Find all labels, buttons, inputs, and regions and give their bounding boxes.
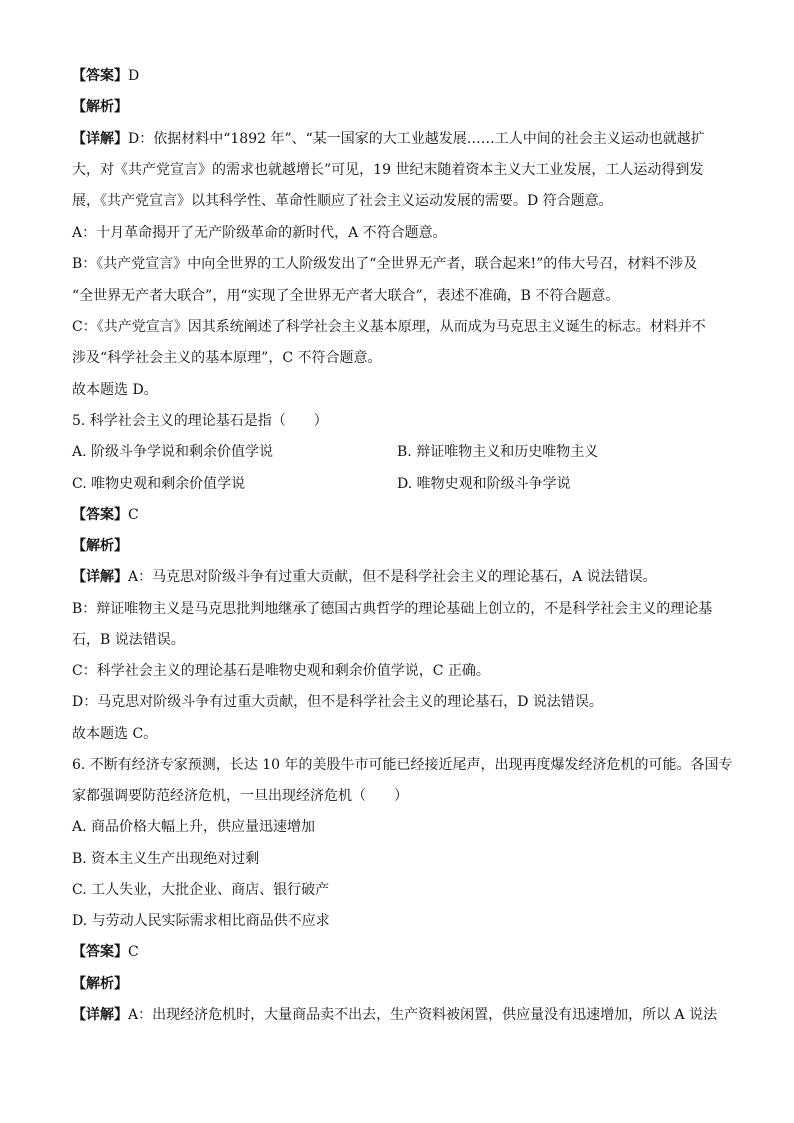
text-line: B：《共产党宣言》中向全世界的工人阶级发出了“全世界无产者，联合起来!”的伟大号召，材料不涉及: [72, 256, 698, 272]
text-line: D：马克思对阶级斗争有过重大贡献，但不是科学社会主义的理论基石，D 说法错误。: [72, 694, 603, 710]
text-line: A：马克思对阶级斗争有过重大贡献，但不是科学社会主义的理论基石，A 说法错误。: [128, 569, 657, 585]
analysis-tag: 【解析】: [72, 99, 128, 115]
detail-tag: 【详解】: [72, 569, 128, 585]
detail-tag: 【详解】: [72, 131, 128, 147]
text-line: “全世界无产者大联合”，用“实现了全世界无产者大联合”，表述不准确，B 不符合题意。: [72, 288, 620, 304]
q6-option-c: C. 工人失业，大批企业、商店、银行破产: [72, 882, 330, 898]
detail-line: [72, 567, 732, 587]
text-line: 涉及“科学社会主义的基本原理”，C 不符合题意。: [72, 350, 382, 366]
answer-line: [72, 942, 732, 962]
q5-option-a: A. 阶级斗争学说和剩余价值学说: [72, 444, 274, 460]
answer-value: D: [128, 68, 140, 84]
analysis-heading: [72, 536, 732, 556]
text-line: C：《共产党宣言》因其系统阐述了科学社会主义基本原理，从而成为马克思主义诞生的标志。材料并不: [72, 319, 706, 335]
q5-option-c: C. 唯物史观和剩余价值学说: [72, 476, 246, 492]
answer-tag: 【答案】: [72, 944, 128, 960]
text-line: A：出现经济危机时，大量商品卖不出去，生产资料被闲置，供应量没有迅速增加，所以 A 说法: [128, 1007, 718, 1023]
detail-line: [72, 129, 732, 149]
analysis-tag: 【解析】: [72, 976, 128, 992]
text-line: B：辩证唯物主义是马克思批判地继承了德国古典哲学的理论基础上创立的，不是科学社会主义的理论基: [72, 601, 713, 617]
text-line: 石，B 说法错误。: [72, 632, 185, 648]
q6-option-a: A. 商品价格大幅上升，供应量迅速增加: [72, 819, 316, 835]
answer-value: C: [128, 944, 139, 960]
conclusion-line: 故本题选 D。: [72, 382, 158, 398]
analysis-tag: 【解析】: [72, 538, 128, 554]
question-6-stem: 6. 不断有经济专家预测，长达 10 年的美股牛市可能已经接近尾声，出现再度爆发经济危机的可能。各国专: [72, 757, 733, 773]
conclusion-line: 故本题选 C。: [72, 726, 158, 742]
question-6-stem: 家都强调要防范经济危机，一旦出现经济危机（ ）: [72, 788, 408, 804]
detail-line: [72, 1005, 732, 1025]
text-line: 展，《共产党宣言》以其科学性、革命性顺应了社会主义运动发展的需要。D 符合题意。: [72, 193, 613, 209]
analysis-heading: [72, 974, 732, 994]
question-5-stem: 5. 科学社会主义的理论基石是指（ ）: [72, 413, 328, 429]
text-line: C：科学社会主义的理论基石是唯物史观和剩余价值学说，C 正确。: [72, 663, 490, 679]
answer-value: C: [128, 507, 139, 523]
answer-tag: 【答案】: [72, 507, 128, 523]
q5-option-d: D. 唯物史观和阶级斗争学说: [397, 476, 571, 492]
analysis-heading: [72, 97, 732, 117]
q6-option-b: B. 资本主义生产出现绝对过剩: [72, 851, 260, 867]
text-line: 大，对《共产党宣言》的需求也就越增长”可见，19 世纪末随着资本主义大工业发展，工人运动得到发: [72, 162, 704, 178]
text-line: A：十月革命揭开了无产阶级革命的新时代，A 不符合题意。: [72, 225, 447, 241]
text-line: D：依据材料中“1892 年”、“某一国家的大工业越发展……工人中间的社会主义运动也就越扩: [128, 131, 705, 147]
q6-option-d: D. 与劳动人民实际需求相比商品供不应求: [72, 913, 330, 929]
answer-tag: 【答案】: [72, 68, 128, 84]
detail-tag: 【详解】: [72, 1007, 128, 1023]
q5-option-b: B. 辩证唯物主义和历史唯物主义: [397, 444, 599, 460]
answer-line: [72, 66, 732, 86]
answer-line: [72, 505, 732, 525]
